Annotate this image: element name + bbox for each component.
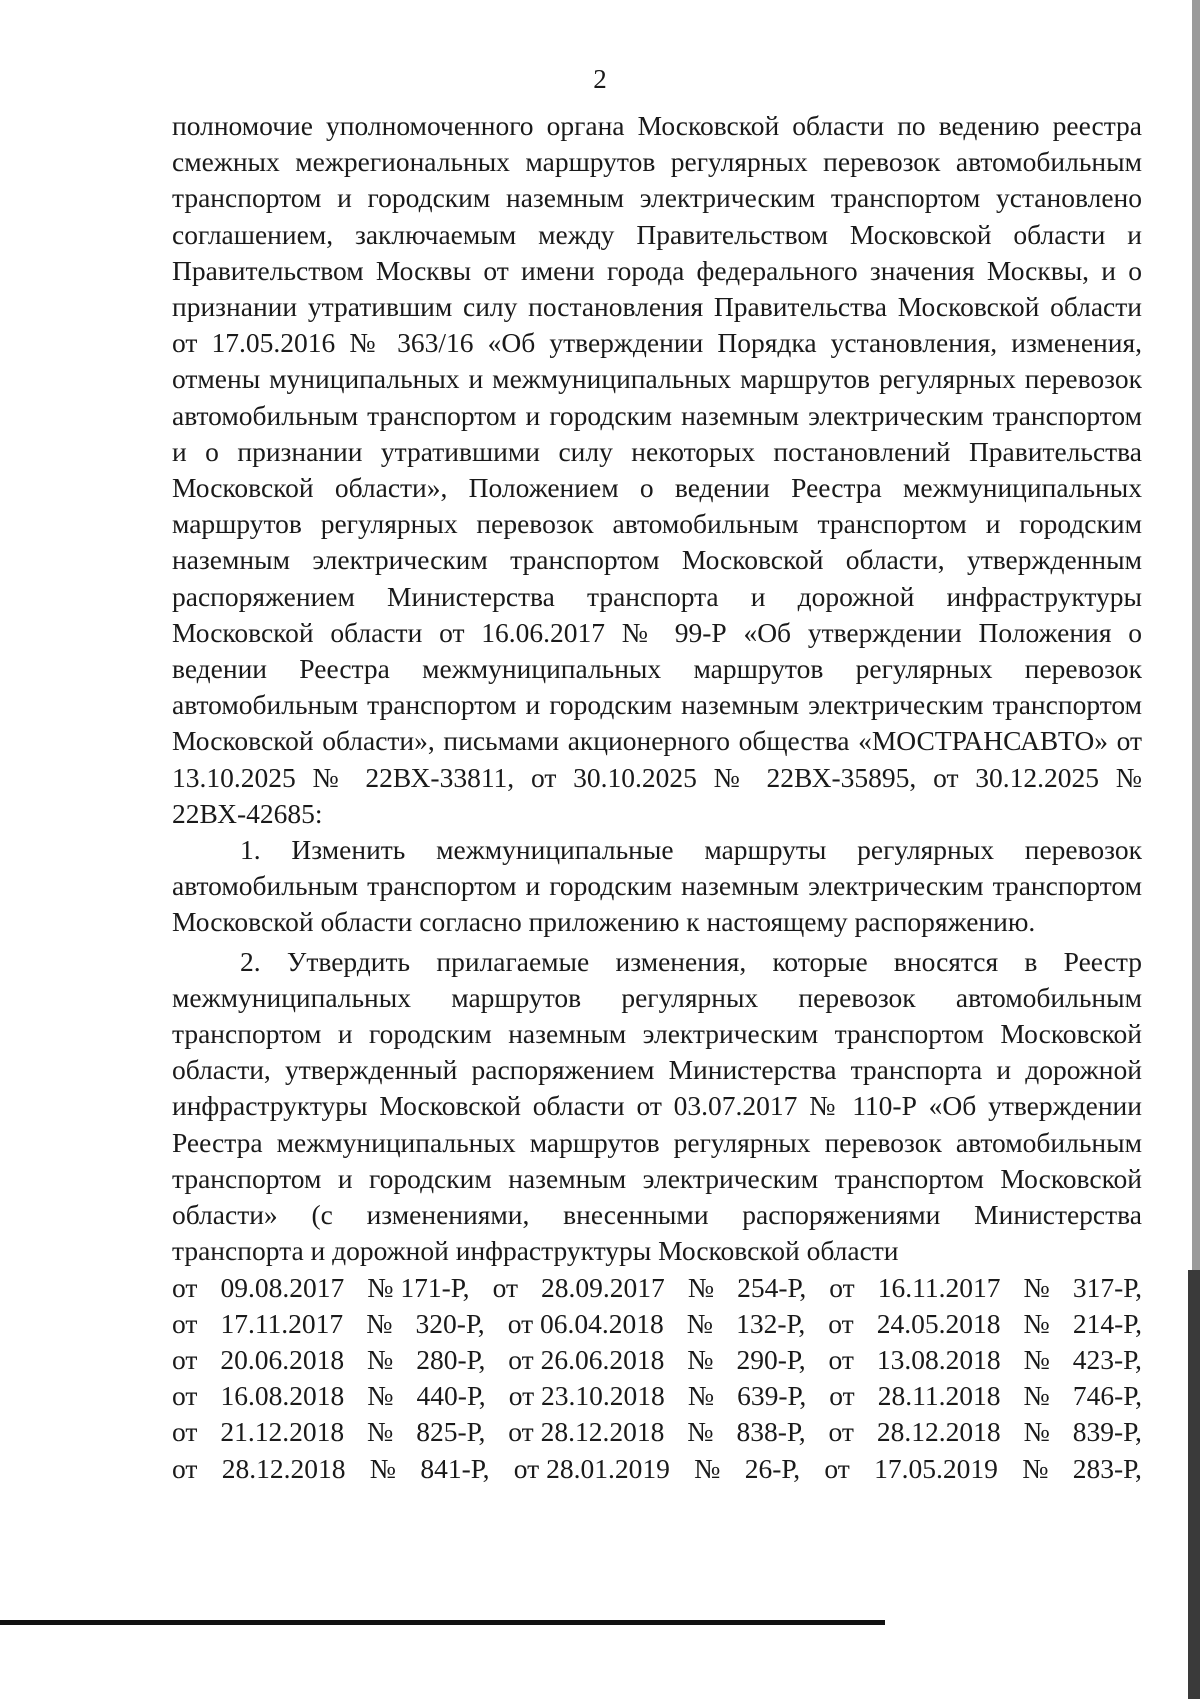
decree-cell: № xyxy=(687,1271,715,1303)
decree-cell: 320-Р, xyxy=(415,1307,485,1339)
decree-cell: № xyxy=(694,1452,721,1484)
decree-cell: № xyxy=(1023,1307,1050,1339)
decree-cell: от 26.06.2018 xyxy=(508,1343,665,1375)
decree-cell: от xyxy=(172,1452,198,1484)
decree-cell: № xyxy=(367,1343,394,1375)
decree-cell: 28.12.2018 xyxy=(221,1452,346,1484)
decree-cell: 132-Р, xyxy=(736,1307,806,1339)
decree-cell: от 28.01.2019 xyxy=(513,1452,670,1484)
decree-cell: 28.09.2017 xyxy=(541,1271,665,1303)
decree-cell: № xyxy=(1022,1452,1049,1484)
decree-cell: 17.05.2019 xyxy=(874,1452,998,1484)
decree-cell: от xyxy=(172,1307,198,1339)
decree-cell: № xyxy=(367,1380,394,1412)
decree-list xyxy=(172,1270,1142,1487)
decree-cell: 21.12.2018 xyxy=(220,1416,345,1448)
decree-row xyxy=(172,1378,1142,1414)
decree-cell: 825-Р, xyxy=(416,1416,486,1448)
decree-cell: от xyxy=(824,1452,850,1484)
decree-cell: 26-Р, xyxy=(744,1452,801,1484)
decree-cell: 16.11.2017 xyxy=(877,1271,1001,1303)
decree-cell: № xyxy=(367,1416,394,1448)
clause-1: 1. Изменить межмуниципальные маршруты регулярных перевозок автомобильным транспортом и городским наземным электрическим транспортом Московской области согласно приложению к настоящему распоряжению. xyxy=(172,834,1142,938)
decree-cell: от xyxy=(172,1380,198,1412)
decree-cell: 440-Р, xyxy=(416,1380,486,1412)
decree-cell: 24.05.2018 xyxy=(876,1307,1001,1339)
decree-cell: № 171-Р, xyxy=(367,1271,470,1303)
decree-cell: 20.06.2018 xyxy=(220,1343,345,1375)
decree-cell: № xyxy=(687,1380,715,1412)
decree-row xyxy=(172,1306,1142,1342)
decree-cell: № xyxy=(1023,1416,1050,1448)
decree-cell: 09.08.2017 xyxy=(220,1271,345,1303)
decree-cell: от xyxy=(172,1343,198,1375)
clause-2: 2. Утвердить прилагаемые изменения, которые вносятся в Реестр межмуниципальных маршрутов регулярных перевозок автомобильным транспортом и городским наземным электрическим транспортом Московской области, утвержденный распоряжением Министерства транспорта и дорожной инфраструктуры Московской области от 03.07.2017 № 110-Р «Об утверждении Реестра межмуниципальных маршрутов регулярных перевозок автомобильным транспортом и городским наземным электрическим транспортом Московской области» (с изменениями, внесенными распоряжениями Министерства транспорта и дорожной инфраструктуры Московской области xyxy=(172,945,1142,1267)
document-body xyxy=(172,108,1142,1487)
decree-row xyxy=(172,1414,1142,1450)
scan-edge-dark-shadow xyxy=(1188,1270,1200,1699)
decree-cell: № xyxy=(687,1343,714,1375)
decree-cell: от 06.04.2018 xyxy=(507,1307,664,1339)
decree-cell: 16.08.2018 xyxy=(220,1380,345,1412)
decree-cell: № xyxy=(1023,1343,1050,1375)
decree-cell: от xyxy=(828,1416,854,1448)
decree-cell: 13.08.2018 xyxy=(876,1343,1001,1375)
decree-cell: 280-Р, xyxy=(416,1343,486,1375)
decree-row xyxy=(172,1342,1142,1378)
decree-cell: от 23.10.2018 xyxy=(508,1380,665,1412)
decree-cell: от xyxy=(828,1307,854,1339)
decree-cell: от xyxy=(172,1271,198,1303)
decree-cell: от xyxy=(492,1271,518,1303)
decree-cell: 317-Р, xyxy=(1072,1271,1142,1303)
decree-cell: 214-Р, xyxy=(1072,1307,1142,1339)
decree-cell: № xyxy=(366,1307,393,1339)
decree-cell: от xyxy=(829,1271,855,1303)
decree-cell: 639-Р, xyxy=(737,1380,807,1412)
decree-cell: 290-Р, xyxy=(736,1343,806,1375)
decree-cell: № xyxy=(1023,1271,1050,1303)
decree-cell: 28.11.2018 xyxy=(877,1380,1001,1412)
decree-cell: 254-Р, xyxy=(737,1271,807,1303)
decree-cell: от xyxy=(829,1380,855,1412)
decree-cell: 423-Р, xyxy=(1072,1343,1142,1375)
decree-row xyxy=(172,1451,1142,1487)
decree-cell: 841-Р, xyxy=(420,1452,490,1484)
decree-cell: № xyxy=(687,1416,714,1448)
lead-paragraph: полномочие уполномоченного органа Московской области по ведению реестра смежных межрегиональных маршрутов регулярных перевозок автомобильным транспортом и городским наземным электрическим транспортом установлено соглашением, заключаемым между Правительством Московской области и Правительством Москвы от имени города федерального значения Москвы, и о признании утратившим силу постановления Правительства Московской области от 17.05.2016 № 363/16 «Об утверждении Порядка установления, изменения, отмены муниципальных и межмуниципальных маршрутов регулярных перевозок автомобильным транспортом и городским наземным электрическим транспортом и о признании утратившими силу некоторых постановлений Правительства Московской области», Положением о ведении Реестра межмуниципальных маршрутов регулярных перевозок автомобильным транспортом и городским наземным электрическим транспортом Московской области, утвержденным распоряжением Министерства транспорта и дорожной инфраструктуры Московской области от 16.06.2017 № 99-Р «Об утверждении Положения о ведении Реестра межмуниципальных маршрутов регулярных перевозок автомобильным транспортом и городским наземным электрическим транспортом Московской области», письмами акционерного общества «МОСТРАНСАВТО» от 13.10.2025 № 22ВХ-33811, от 30.10.2025 № 22ВХ-35895, от 30.12.2025 № 22ВХ-42685: xyxy=(172,110,1142,829)
decree-cell: от xyxy=(172,1416,198,1448)
decree-cell: 283-Р, xyxy=(1072,1452,1142,1484)
decree-cell: 838-Р, xyxy=(736,1416,806,1448)
decree-cell: 17.11.2017 xyxy=(220,1307,344,1339)
decree-cell: 746-Р, xyxy=(1072,1380,1142,1412)
decree-cell: № xyxy=(369,1452,397,1484)
decree-cell: 839-Р, xyxy=(1072,1416,1142,1448)
decree-cell: от xyxy=(828,1343,854,1375)
decree-cell: № xyxy=(686,1307,714,1339)
decree-row xyxy=(172,1270,1142,1306)
scan-bottom-line xyxy=(0,1620,885,1625)
decree-cell: № xyxy=(1023,1380,1050,1412)
decree-cell: от 28.12.2018 xyxy=(508,1416,665,1448)
decree-cell: 28.12.2018 xyxy=(876,1416,1001,1448)
page-number: 2 xyxy=(593,64,607,94)
